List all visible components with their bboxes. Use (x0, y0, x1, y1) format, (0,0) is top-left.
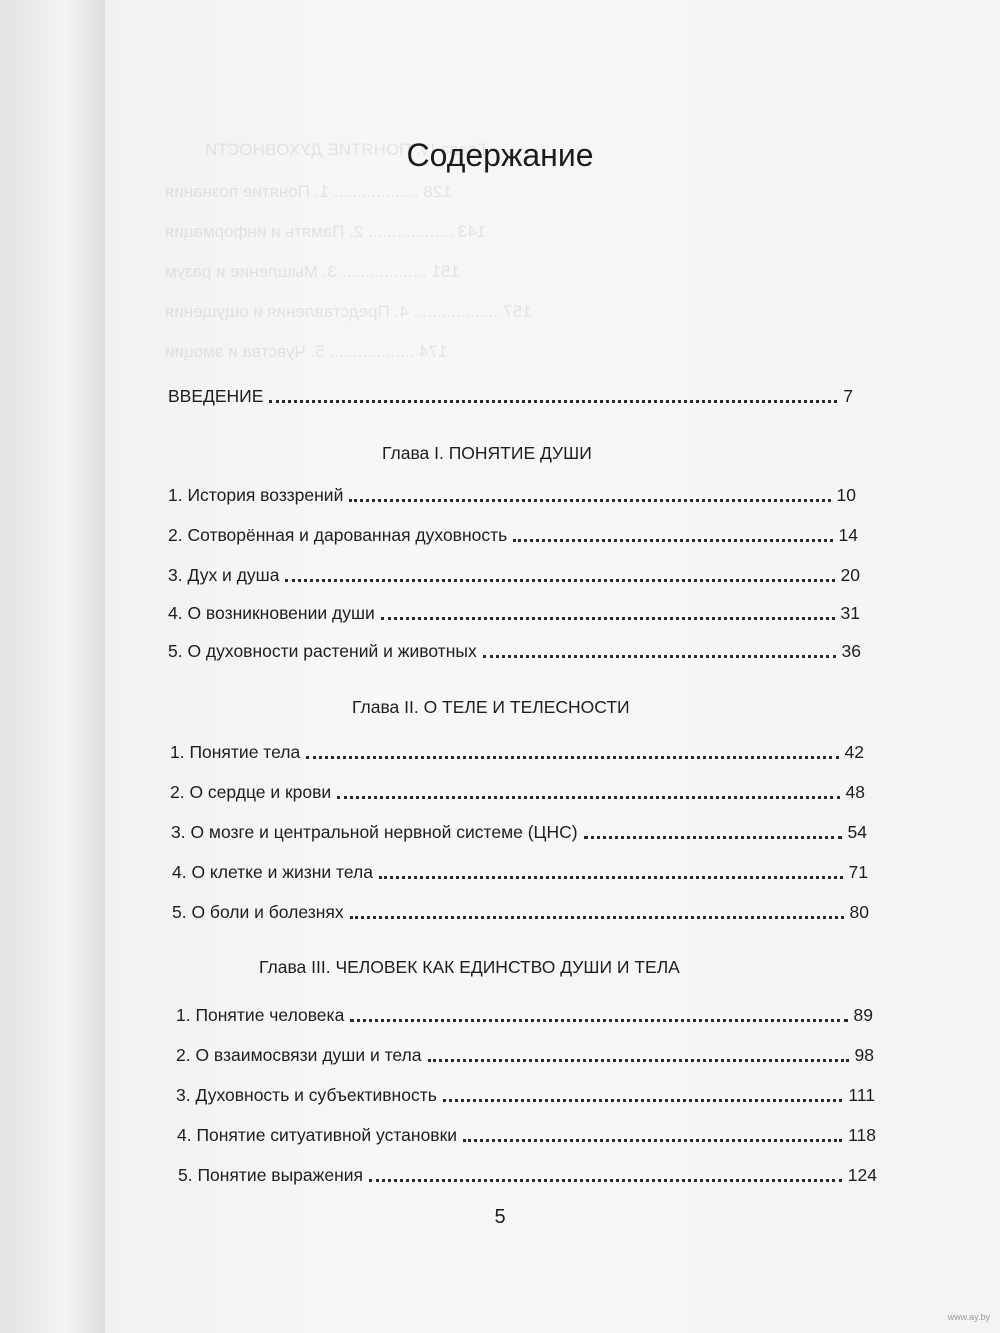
leader-dots (443, 1099, 843, 1102)
toc-entry-page: 54 (847, 822, 867, 842)
toc-entry-label: 3. О мозге и центральной нервной системе (ЦНС) (171, 822, 578, 842)
toc-entry (172, 857, 868, 883)
toc-entry-page: 31 (840, 603, 860, 623)
toc-entry-page: 7 (843, 386, 853, 406)
toc-entry-page: 118 (848, 1125, 876, 1145)
toc-entry-page: 98 (854, 1045, 874, 1065)
toc-entry-label: 5. О духовности растений и животных (168, 641, 477, 661)
leader-dots (350, 916, 844, 919)
toc-entry-label: 4. Понятие ситуативной установки (177, 1125, 458, 1145)
toc-entry-page: 89 (853, 1005, 873, 1025)
toc-entry-page: 20 (840, 565, 860, 585)
toc-entry-page: 48 (845, 782, 865, 802)
chapter-heading: Глава I. ПОНЯТИЕ ДУШИ (382, 443, 592, 463)
toc-entry-label: 5. Понятие выражения (178, 1165, 363, 1185)
leader-dots (379, 876, 843, 879)
toc-entry (177, 1120, 876, 1146)
page-title: Содержание (406, 137, 594, 173)
toc-entry-label: 2. Сотворённая и дарованная духовность (168, 525, 508, 545)
toc-entry (168, 598, 860, 624)
toc-entry-page: 124 (847, 1165, 877, 1185)
leader-dots (349, 499, 830, 502)
toc-entry (170, 777, 865, 803)
leader-dots (463, 1139, 842, 1142)
chapter-heading: Глава II. О ТЕЛЕ И ТЕЛЕСНОСТИ (352, 697, 630, 717)
toc-entry-label: 3. Дух и душа (168, 565, 280, 585)
leader-dots (428, 1059, 849, 1062)
toc-entry-label: ВВЕДЕНИЕ (168, 386, 264, 406)
toc-entry-label: 5. О боли и болезнях (172, 902, 344, 922)
leader-dots (350, 1019, 847, 1022)
toc-entry-label: 2. О сердце и крови (170, 782, 332, 802)
toc-entry-page: 42 (844, 742, 864, 762)
toc-entry (168, 480, 856, 506)
chapter-heading: Глава III. ЧЕЛОВЕК КАК ЕДИНСТВО ДУШИ И ТЕЛА (259, 957, 680, 977)
facing-page-edge (0, 0, 110, 1333)
toc-entry (176, 1000, 873, 1026)
show-through-text: Глава IV. ПОНЯТИЕ ДУХОВНОСТИ 128 .................. 1. Понятие познания 143 .................. 2. Память и информация 151 .................. 3. Мышление и разум 157 .................. 4. Представления и ощущения 174 .................. 5. Чувства и эмоции (165, 140, 532, 361)
leader-dots (337, 796, 839, 799)
leader-dots (513, 539, 832, 542)
toc-entry-introduction (168, 381, 853, 407)
toc-entry (176, 1040, 874, 1066)
toc-entry-page: 36 (841, 641, 861, 661)
toc-entry-page: 71 (848, 862, 868, 882)
leader-dots (269, 400, 837, 403)
toc-entry (168, 636, 861, 662)
toc-entry-label: 1. История воззрений (168, 485, 344, 505)
toc-entry (171, 817, 867, 843)
leader-dots (381, 617, 835, 620)
toc-entry (178, 1160, 877, 1186)
toc-entry-page: 80 (849, 902, 869, 922)
leader-dots (306, 756, 838, 759)
leader-dots (369, 1179, 842, 1182)
toc-entry-label: 3. Духовность и субъективность (176, 1085, 437, 1105)
toc-entry (176, 1080, 875, 1106)
watermark: www.ay.by (947, 1312, 990, 1322)
toc-entry-page: 10 (836, 485, 856, 505)
toc-entry (172, 897, 869, 923)
toc-entry (168, 520, 858, 546)
toc-entry-page: 111 (848, 1085, 875, 1105)
toc-entry-label: 4. О клетке и жизни тела (172, 862, 373, 882)
page-number: 5 (494, 1206, 506, 1228)
toc-entry (170, 737, 864, 763)
toc-entry (168, 560, 860, 586)
toc-entry-label: 1. Понятие тела (170, 742, 301, 762)
leader-dots (483, 655, 836, 658)
toc-entry-label: 1. Понятие человека (176, 1005, 345, 1025)
leader-dots (285, 579, 834, 582)
leader-dots (584, 836, 842, 839)
toc-entry-page: 14 (838, 525, 858, 545)
toc-entry-label: 2. О взаимосвязи души и тела (176, 1045, 422, 1065)
toc-entry-label: 4. О возникновении души (168, 603, 375, 623)
